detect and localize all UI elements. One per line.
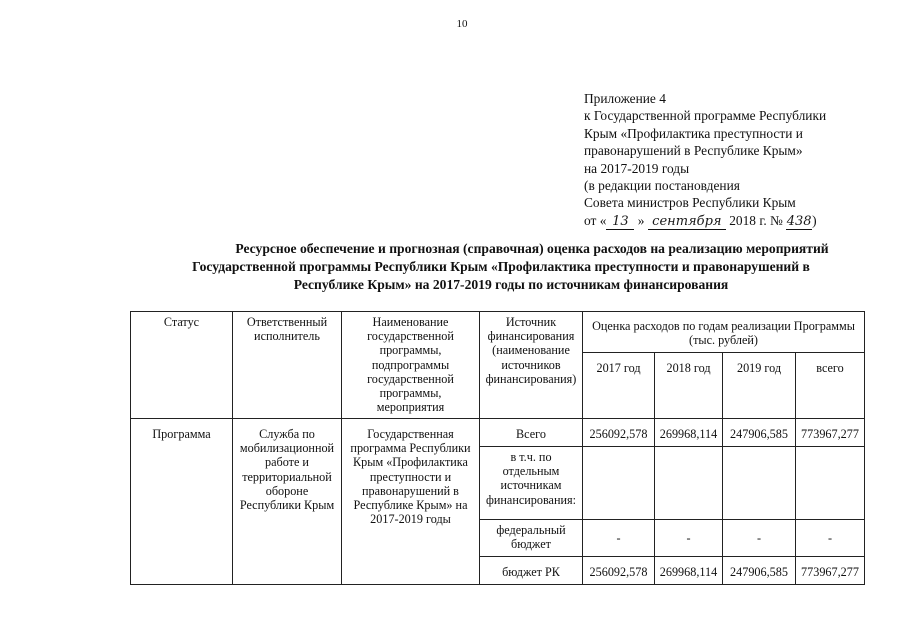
cell-2019: 247906,585 xyxy=(723,557,796,585)
cell-2018: - xyxy=(655,520,723,557)
document-title xyxy=(130,240,872,293)
appendix-line: (в редакции постановдения xyxy=(584,178,740,194)
handwritten-number: 438 xyxy=(786,213,812,229)
table-row xyxy=(131,419,865,447)
title-line: Республике Крым» на 2017-2019 годы по источникам финансирования xyxy=(293,276,729,292)
header-name: Наименование государственной программы, подпрограммы государственной программы, мероприятия xyxy=(342,312,480,419)
handwritten-month: сентября xyxy=(648,215,726,230)
appendix-line: правонарушений в Республике Крым» xyxy=(584,143,803,159)
cell-total: 773967,277 xyxy=(796,419,865,447)
program-executor: Служба по мобилизационной работе и территориальной обороне Республики Крым xyxy=(233,419,342,585)
cell-total: - xyxy=(796,520,865,557)
date-close: ) xyxy=(812,212,817,228)
cell-2017: - xyxy=(583,520,655,557)
row-source: бюджет РК xyxy=(480,557,583,585)
appendix-line: Приложение 4 xyxy=(584,91,666,106)
date-prefix: от « xyxy=(584,212,607,228)
appendix-line: Крым «Профилактика преступности и xyxy=(584,125,803,141)
date-mid: » xyxy=(637,212,645,228)
row-source: в т.ч. по отдельным источникам финансирования: xyxy=(480,447,583,520)
title-line: Ресурсное обеспечение и прогнозная (справочная) оценка расходов на реализацию мероприятий xyxy=(235,241,829,256)
header-total: всего xyxy=(796,353,865,419)
cell-2019: 247906,585 xyxy=(723,419,796,447)
cell-2018 xyxy=(655,447,723,520)
header-2018: 2018 год xyxy=(655,353,723,419)
appendix-block xyxy=(584,90,884,230)
cell-total xyxy=(796,447,865,520)
cell-2018: 269968,114 xyxy=(655,419,723,447)
header-2017: 2017 год xyxy=(583,353,655,419)
cell-2017: 256092,578 xyxy=(583,557,655,585)
appendix-line: Совета министров Республики Крым xyxy=(584,195,796,211)
cell-total: 773967,277 xyxy=(796,557,865,585)
page-number: 10 xyxy=(456,18,468,30)
cell-2017: 256092,578 xyxy=(583,419,655,447)
handwritten-day: 13 xyxy=(606,215,634,230)
cell-2018: 269968,114 xyxy=(655,557,723,585)
row-source: федеральный бюджет xyxy=(480,520,583,557)
cell-2019: - xyxy=(723,520,796,557)
header-row xyxy=(131,312,865,353)
header-executor: Ответственный исполнитель xyxy=(233,312,342,419)
date-year: 2018 г. № xyxy=(729,212,783,228)
title-line: Государственной программы Республики Крым «Профилактика преступности и правонарушений в xyxy=(192,258,810,274)
appendix-date-line xyxy=(584,212,884,230)
cell-2019 xyxy=(723,447,796,520)
appendix-line: к Государственной программе Республики xyxy=(584,108,827,124)
row-source: Всего xyxy=(480,419,583,447)
appendix-line: на 2017-2019 годы xyxy=(584,160,690,176)
header-2019: 2019 год xyxy=(723,353,796,419)
header-status: Статус xyxy=(131,312,233,419)
header-source: Источник финансирования (наименование источников финансирования) xyxy=(480,312,583,419)
program-name: Государственная программа Республики Крым «Профилактика преступности и правонарушений в Республике Крым» на 2017-2019 годы xyxy=(342,419,480,585)
header-estimate: Оценка расходов по годам реализации Программы (тыс. рублей) xyxy=(583,312,865,353)
cell-2017 xyxy=(583,447,655,520)
funding-table xyxy=(130,311,865,585)
program-status: Программа xyxy=(131,419,233,585)
